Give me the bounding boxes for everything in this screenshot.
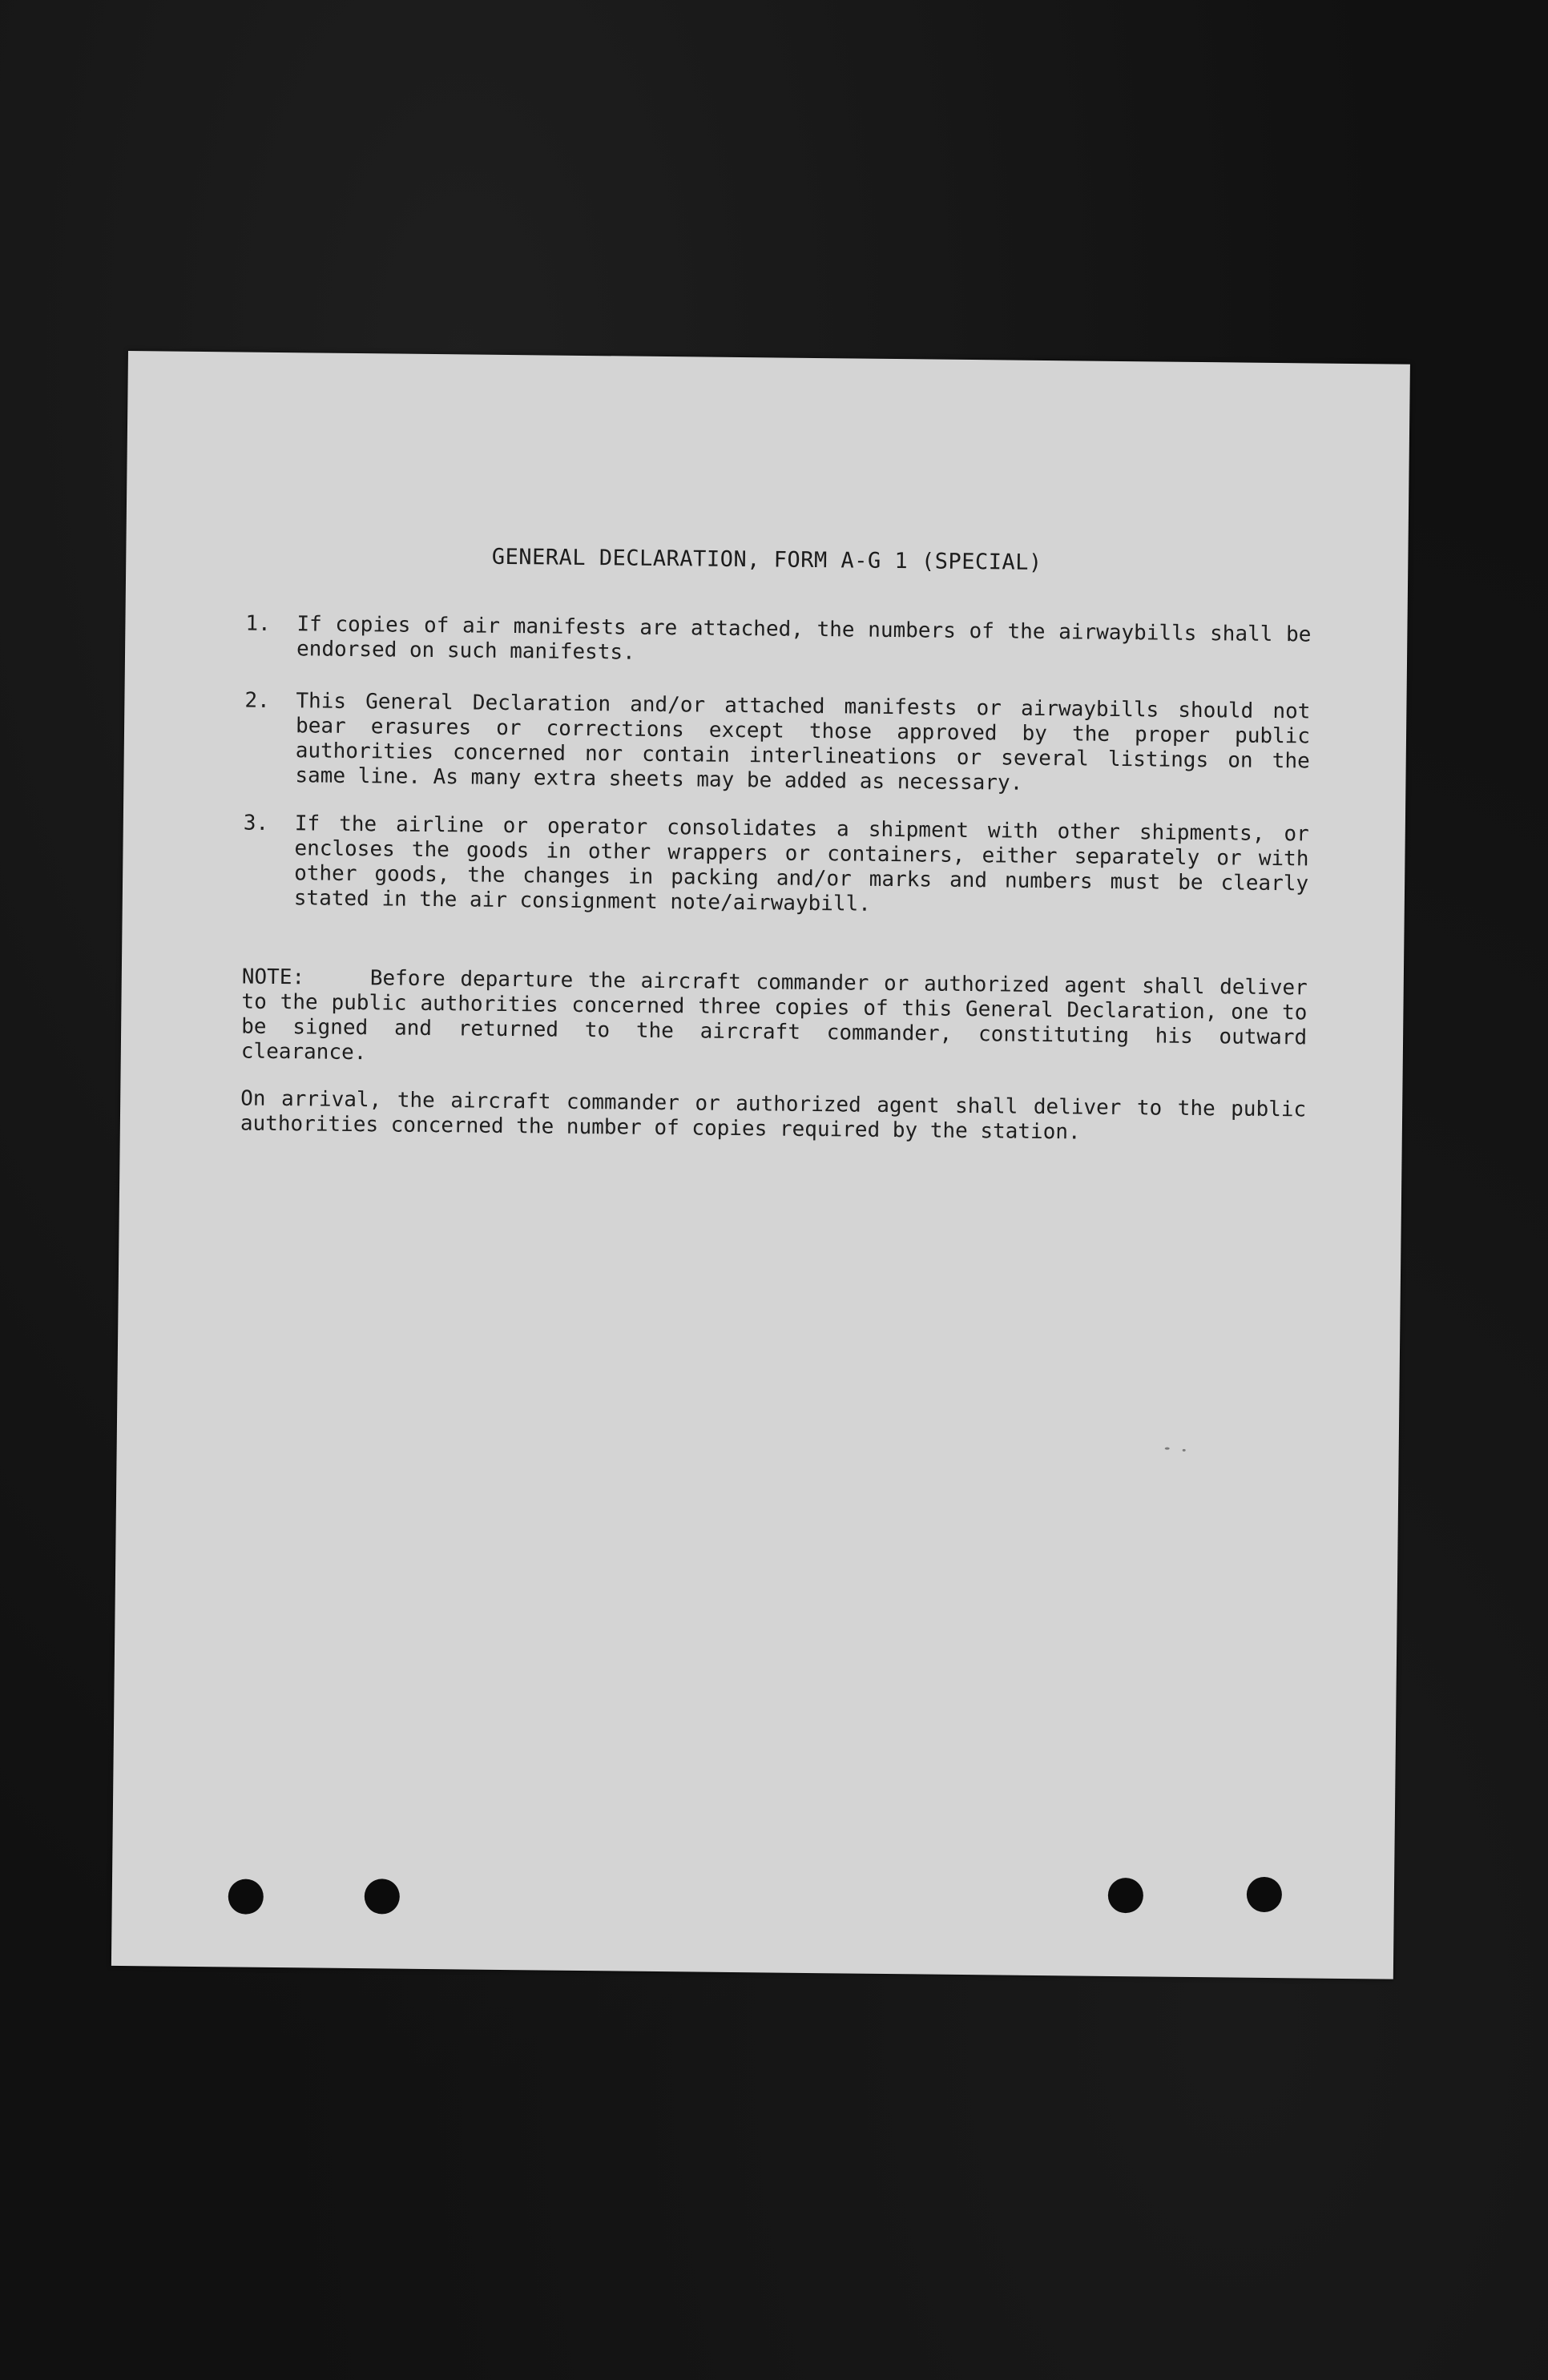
list-item xyxy=(245,612,1312,673)
note-text: Before departure the aircraft commander or authorized agent shall deliver to the public authorities concerned three copies of this General Declaration, one to be signed and returned to the aircraft commander, constituting his outward clearance. xyxy=(240,966,1308,1065)
list-item xyxy=(244,689,1310,799)
item-text: If copies of air manifests are attached, the numbers of the airwaybills shall be endorsed on such manifests. xyxy=(296,612,1312,665)
arrival-paragraph: On arrival, the aircraft commander or authorized agent shall deliver to the public authorities concerned the number of copies required by the station. xyxy=(240,1086,1307,1145)
punch-hole xyxy=(365,1879,400,1914)
paper-speck xyxy=(1183,1449,1186,1452)
item-number: 1. xyxy=(245,611,271,636)
item-text: If the airline or operator consolidates a shipment with other shipments, or encloses the goods in other wrappers or containers, either separately or with other goods, the changes in packing and/or marks and numbers must be clearly stated in the air consignment note/airwaybill. xyxy=(293,811,1309,916)
document-title: GENERAL DECLARATION, FORM A-G 1 (SPECIAL) xyxy=(491,544,1042,575)
punch-hole xyxy=(228,1879,264,1914)
note-paragraph xyxy=(241,965,1308,1076)
list-item xyxy=(243,811,1309,922)
note-label: NOTE: xyxy=(241,964,305,990)
punch-hole xyxy=(1108,1878,1143,1913)
item-number: 2. xyxy=(244,688,270,713)
punch-hole xyxy=(1247,1877,1282,1912)
item-number: 3. xyxy=(243,811,269,836)
document-page xyxy=(111,351,1410,1979)
paper-speck xyxy=(1165,1448,1170,1450)
item-text: This General Declaration and/or attached manifests or airwaybills should not bear erasures or corrections except those approved by the proper public authorities concerned nor contain interlineations or several listings on the same line. As many extra sheets may be added as necessary. xyxy=(295,689,1311,795)
